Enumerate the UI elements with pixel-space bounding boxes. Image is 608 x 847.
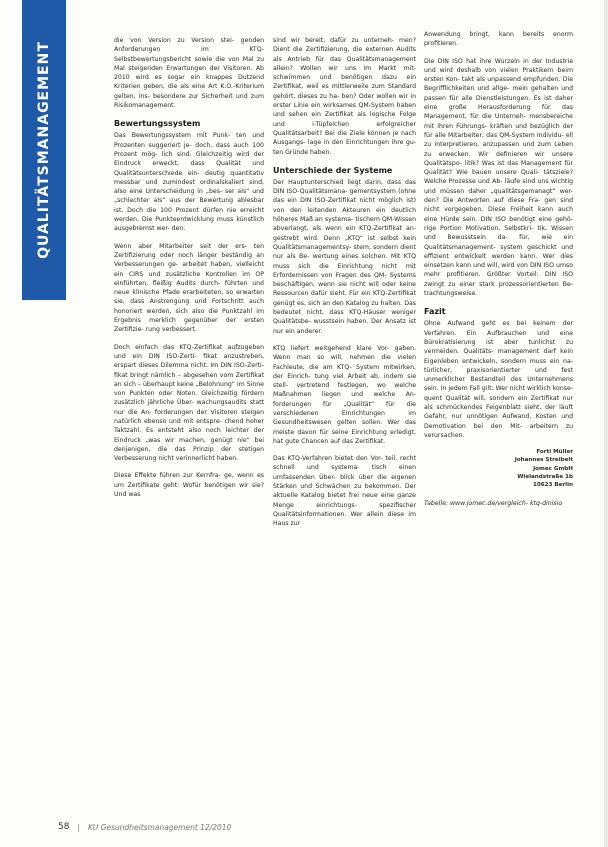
- paragraph: Anwendung bringt, kann bereits enorm profitieren.: [424, 31, 573, 48]
- reference-link: Tabelle: www.jomec.de/vergleich- ktq-dinisio: [424, 500, 563, 508]
- author-city: 10623 Berlin: [532, 481, 573, 488]
- footer-separator: |: [77, 822, 80, 832]
- paragraph: Ohne Aufwand geht es bei keinem der Verfahren. Ein Aufbrauchen und eine Bürokratisierung ist aber tunlichst zu vermeiden. Qualitäts- management darf kein Eigenleben entwickeln, sondern muss ein na- türlicher, praxisorientierter und fest unmerklicher Bestandteil des Unternehmens sein. In jedem Fall gilt: Wer nicht wirklich konse- quent Qualität will, sondern ein Zertifikat nur als schmückendes Feigenblatt sieht, der läuft Gefahr, nur unnötigen Aufwand, Kosten und Demotivation bei den Mit- arbeitern zu verursachen.: [424, 320, 573, 439]
- paragraph: Das Bewertungssystem mit Punk- ten und Prozenten suggeriert je- doch, dass auch 100 Prozent mög- lich sind. Gleichzeitig wird der Eindruck erweckt, dass Qualität und Qualitätsunterschiede ein- deutig quantitativ messbar und zumindest ordinalskaliert sind, also eine Unterscheidung in „bes- ser als“ und „schlechter als“ aus der Bewertung ablesbar ist. Doch die 100 Prozent dürfen nie erreicht werden. Die Punkteentwicklung muss künstlich ausgebremst wer- den.: [114, 132, 264, 233]
- paragraph: Diese Effekte führen zur Kernfra- ge, wenn es um Zertifikate geht: Wofür benötigen wir sie? Und was: [114, 472, 264, 499]
- sidebar-title-box: [22, 0, 66, 300]
- column-1: [114, 36, 264, 781]
- author-street: Wielandstraße 1b: [517, 473, 573, 480]
- paragraph: Wenn aber Mitarbeiter seit der ers- ten Zertifizierung oder noch länger beständig an Verbesserungen ge- arbeitet haben, vielleicht ein CIRS und zusätzliche Kontrollen im OP einführten, fleißig Audits durch- führten und neue klinische Pfade erarbeiteten, so erwarten sie, dass Anstrengung und Fortschritt auch honoriert werden, sich also die Punktzahl im Ergebnis merklich gegenüber der ersten Zertifizie- rung verbessert.: [114, 242, 264, 334]
- paragraph: Der Hauptunterschied liegt darin, dass das DIN ISO-Qualitätsmana- gementsystem (ohne das ein DIN ISO-Zertifikat nicht möglich ist) von den leitenden Akteuren ein deutlich höheres Maß an systema- tischem QM-Wissen abverlangt, als wenn ein KTQ-Zertifikat an- gestrebt wird. Denn „KTQ“ ist selbst kein Qualitätsmanagementsy- stem, sondern dient nur als Be- wertung eines solchen. Mit KTQ muss sich die Einrichtung nicht mit Erfordernissen von Fragen des QM- Systems beschäftigen, wenn sie nicht will oder keine Ressourcen dafür sieht. Für ein KTQ-Zertifikat genügt es, sich an den Katalog zu halten. Das bedeutet nicht, dass KTQ-Häuser weniger Qualitätsbe- wusstsein haben. Der Ansatz ist nur ein anderer.: [273, 178, 416, 335]
- author-name: Forti Müller: [536, 449, 573, 456]
- page-edge: [604, 0, 608, 847]
- section-heading: Bewertungssystem: [114, 119, 201, 129]
- section-heading: Unterschiede der Systeme: [273, 165, 393, 175]
- section-heading: Fazit: [424, 307, 446, 317]
- paragraph: die von Version zu Version stei- genden Anforderungen im KTQ- Selbstbewertungsbericht sowie die von Mal zu Mal steigenden Erwartungen der Visitoren. Ab 2010 wird es sogar ein knappes Dutzend Kriterien geben, die als eine Art K.O.-Kriterium gelten, ins- besondere zur Sicherheit und zum Risikomanagement.: [114, 37, 264, 110]
- sidebar-title: QUALITÄTSMANAGEMENT: [36, 41, 53, 259]
- publication-name: KU Gesundheitsmanagement 12/2010: [87, 822, 232, 832]
- page-number: 58: [58, 822, 70, 832]
- paragraph: KTQ liefert weitgehend klare Vor- gaben. Wenn man so will, nehmen die vielen Fachleute, die am KTQ- System mitwirken, der Einrich- tung viel Arbeit ab, indem sie stell- vertretend festlegen, wo welche Maßnahmen liegen und welche An- forderungen für „Qualität“ für die verschiedenen Einrichtungen im Gesundheitswesen gelten sollen. Wer das meiste davon für seine Einrichtung erledigt, hat gute Chancen auf das Zertifikat.: [273, 344, 416, 445]
- paragraph: Die DIN ISO hat ihre Wurzeln in der Industrie und wird deshalb von vielen Praktikern beim ersten Kon- takt als unpassend empfunden. Die Begrifflichkeiten und allge- mein gehalten und passen für alle Dienstleistungen. Es ist daher eine große Herausforderung für das Management, für die Unterneh- mensbereiche mit ihren Führungs- kräften und bezüglich der für alle Mitarbeiter, das QM-System individu- ell zu interpretieren, anzupassen und zum Leben zu erwecken. Wir definieren wir unsere Qualitätspo- litik? Was ist das Management für Qualität? Wie bauen unsere Quali- tätsziele? Welche Prozesse und Ab- läufe sind uns wichtig und müssen daher „qualitätsgemanagt“ wer- den? Die Antworten auf diese Fra- gen sind nicht vorgegeben. Diese Freiheit kann auch eine Hürde sein. DIN ISO benötigt eine gehö- rige Portion Motivation, Selbstkri- tik, Wissen und Bewusstsein da- für, wie ein Qualitätsmanagement- system geschickt und effizient entwickelt werden kann. Wer dies einsetzen kann und will, wird von DIN ISO umso mehr profitieren. Größter Vorteil: DIN ISO zwingt zu einer stark prozessorientierten Be- trachtungsweise.: [424, 57, 573, 298]
- author-credit: [424, 448, 573, 489]
- column-2: [273, 36, 416, 781]
- author-name: Johannes Streibelt: [514, 457, 573, 464]
- column-3: [424, 30, 573, 775]
- paragraph: Doch einfach das KTQ-Zertifikat aufzugeben und ein DIN ISO-Zerti- fikat anzustreben, erspart dieses Dilemma nicht. Im DIN ISO-Zerti- fikat bringt nämlich – abgesehen vom Zertifikat an sich – überhaupt keine „Belohnung“ im Sinne von Punkten oder Noten. Gleichzeitig fördern zusätzlich jährliche Über- wachungsaudits statt nur die An- forderungen der Visitoren steigen natürlich ebenso und mit entspre- chend hoher Taktzahl. Es entsteht also noch leichter der Eindruck „was wir machen, genügt nie“ bei denjenigen, die das Prinzip der stetigen Verbesserung nicht verinnerlicht haben.: [114, 343, 264, 463]
- paragraph: sind wir bereit, dafür zu unterneh- men? Dient die Zertifizierung, die externen Audits als Antrieb für das Qualitätsmanagement allein? Wollen wir uns im Markt mit- schwimmen und benötigen dazu ein Zertifikat, weil es mittlerweile zum Standard gehört, dieses zu ha- ben? Oder wollen wir in erster Linie ein wirksames QM-System haben und sehen ein Zertifikat als logische Folge und i-Tüpfelchen erfolgreicher Qualitätsarbeit? Bei die Ziele können je nach Ausgangs- lage in den Einrichtungen ihre gu- ten Gründe haben.: [273, 37, 416, 156]
- author-company: Jomec GmbH: [533, 465, 573, 472]
- paragraph: Das KTQ-Verfahren bietet den Vor- teil, recht schnell und systema- tisch einen umfassenden Über- blick über die eigenen Stärken und Schwächen zu bekommen. Der aktuelle Katalog bietet frei neue eine ganze Menge einrichtungs- spezifischer Qualitätsinformationen. Wer allein diese im Haus zur: [273, 455, 416, 528]
- page-footer: [58, 822, 458, 832]
